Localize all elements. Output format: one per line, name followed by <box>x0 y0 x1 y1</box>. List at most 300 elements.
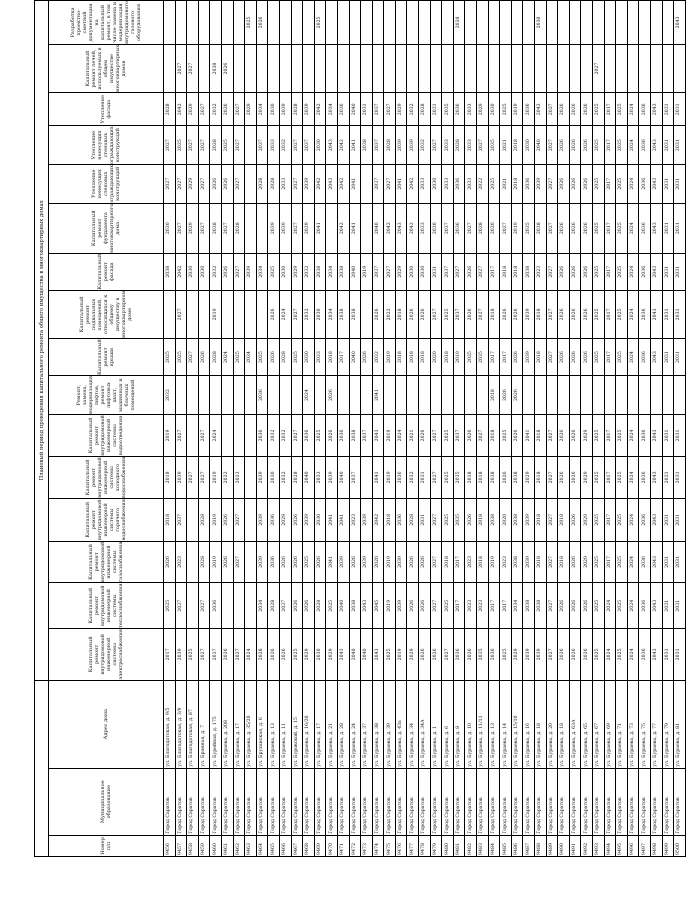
year-cell: 2025 <box>616 290 628 339</box>
year-cell: 2035 <box>477 339 489 376</box>
table-row <box>604 1 616 857</box>
year-cell: 2027 <box>291 203 303 253</box>
municipality-cell: Город Саратов <box>662 768 674 835</box>
year-cell: 2026 <box>581 583 593 629</box>
year-cell: 2019 <box>488 541 500 583</box>
year-cell: 2027 <box>198 583 210 629</box>
year-cell <box>662 44 674 92</box>
year-cell: 2025 <box>442 415 454 457</box>
year-cell: 2041 <box>337 499 349 541</box>
year-cell: 2031 <box>361 93 373 126</box>
year-cell: 2025 <box>592 126 604 165</box>
municipality-cell: Город Саратов <box>639 768 651 835</box>
address-cell: ул. Бронная, д. 7 <box>198 680 210 768</box>
year-cell: 2043 <box>650 629 662 681</box>
table-row <box>523 1 535 857</box>
year-cell <box>164 290 176 339</box>
municipality-cell: Город Саратов <box>616 768 628 835</box>
year-cell <box>500 44 512 92</box>
year-cell: 2026 <box>569 629 581 681</box>
year-cell <box>349 1 361 45</box>
year-cell: 2019 <box>164 415 176 457</box>
year-cell <box>221 1 233 45</box>
year-cell: 2026 <box>569 253 581 290</box>
year-cell <box>650 1 662 45</box>
year-cell: 2038 <box>511 499 523 541</box>
year-cell: 2029 <box>511 629 523 681</box>
year-cell <box>419 44 431 92</box>
row-number-cell: 9481 <box>453 835 465 856</box>
year-cell: 2028 <box>453 1 465 45</box>
year-cell: 2030 <box>430 164 442 203</box>
year-cell: 2024 <box>210 415 222 457</box>
year-cell <box>604 375 616 414</box>
year-cell: 2026 <box>291 583 303 629</box>
year-cell: 2026 <box>279 629 291 681</box>
year-cell: 2032 <box>164 375 176 414</box>
year-cell: 2025 <box>592 253 604 290</box>
year-cell: 2018 <box>419 339 431 376</box>
municipality-cell: Город Саратов <box>198 768 210 835</box>
year-cell: 2033 <box>442 126 454 165</box>
year-cell <box>361 1 373 45</box>
table-row <box>372 1 384 857</box>
year-cell: 2027 <box>221 203 233 253</box>
address-cell: ул. Бураева, д. 65 <box>581 680 593 768</box>
year-cell: 2031 <box>430 253 442 290</box>
table-row <box>650 1 662 857</box>
year-cell: 2018 <box>477 541 489 583</box>
year-cell <box>268 44 280 92</box>
year-cell: 2043 <box>650 126 662 165</box>
year-cell: 2039 <box>523 629 535 681</box>
year-cell: 2023 <box>465 583 477 629</box>
year-cell: 2037 <box>256 126 268 165</box>
year-cell: 2017 <box>604 93 616 126</box>
year-cell: 2036 <box>256 375 268 414</box>
year-cell: 2036 <box>639 629 651 681</box>
year-cell: 2026 <box>569 339 581 376</box>
year-cell: 2026 <box>569 583 581 629</box>
year-cell: 2028 <box>419 93 431 126</box>
year-cell: 2039 <box>256 499 268 541</box>
year-cell: 2026 <box>569 499 581 541</box>
year-cell: 2031 <box>674 93 686 126</box>
year-cell: 2028 <box>256 164 268 203</box>
year-cell: 2036 <box>453 164 465 203</box>
year-cell: 2025 <box>592 583 604 629</box>
address-cell: ул. Бураева, д. 11/11 <box>477 680 489 768</box>
year-cell: 2035 <box>453 499 465 541</box>
year-cell: 2035 <box>488 126 500 165</box>
address-cell: ул. Бураева, д. 20 <box>546 680 558 768</box>
table-row <box>477 1 489 857</box>
municipality-cell: Город Саратов <box>245 768 257 835</box>
year-cell: 2027 <box>477 126 489 165</box>
year-cell <box>198 44 210 92</box>
year-cell: 2027 <box>233 541 245 583</box>
address-cell: ул. Бураева, д. 81 <box>674 680 686 768</box>
year-cell: 2040 <box>337 456 349 498</box>
table-row <box>233 1 245 857</box>
year-cell: 2021 <box>500 164 512 203</box>
year-cell: 2034 <box>326 253 338 290</box>
year-cell: 2039 <box>303 499 315 541</box>
address-cell: ул. Бураева, д. 24 <box>349 680 361 768</box>
year-cell: 2025 <box>314 1 326 45</box>
year-cell: 2024 <box>303 375 315 414</box>
year-cell: 2027 <box>291 126 303 165</box>
year-cell: 2029 <box>291 253 303 290</box>
year-cell: 2026 <box>581 290 593 339</box>
year-cell: 2024 <box>279 290 291 339</box>
address-cell: ул. Бураева, д. 77 <box>650 680 662 768</box>
year-cell: 2043 <box>650 541 662 583</box>
year-cell: 2038 <box>488 499 500 541</box>
year-cell: 2024 <box>627 456 639 498</box>
year-cell: 2039 <box>326 456 338 498</box>
year-cell: 2039 <box>268 203 280 253</box>
year-cell: 2033 <box>465 126 477 165</box>
row-number-cell: 9458 <box>187 835 199 856</box>
year-cell: 2019 <box>384 339 396 376</box>
year-cell: 2025 <box>442 456 454 498</box>
municipality-cell: Город Саратов <box>627 768 639 835</box>
year-cell: 2026 <box>407 290 419 339</box>
year-cell: 2027 <box>198 456 210 498</box>
table-body <box>164 1 686 857</box>
year-cell: 2039 <box>303 93 315 126</box>
year-cell: 2025 <box>314 415 326 457</box>
year-cell: 2029 <box>581 456 593 498</box>
municipality-cell: Город Саратов <box>187 768 199 835</box>
year-cell: 2030 <box>164 203 176 253</box>
row-number-cell: 9470 <box>326 835 338 856</box>
year-cell: 2026 <box>221 164 233 203</box>
year-cell: 2032 <box>279 126 291 165</box>
year-cell: 2040 <box>535 126 547 165</box>
year-cell: 2027 <box>430 583 442 629</box>
year-cell <box>326 44 338 92</box>
year-cell: 2026 <box>279 541 291 583</box>
year-cell: 2035 <box>477 629 489 681</box>
year-cell: 2041 <box>314 203 326 253</box>
year-cell: 2026 <box>198 339 210 376</box>
year-cell <box>233 375 245 414</box>
year-cell: 2028 <box>233 203 245 253</box>
year-cell: 2025 <box>592 456 604 498</box>
year-cell <box>268 1 280 45</box>
year-cell <box>245 499 257 541</box>
year-cell: 2027 <box>164 126 176 165</box>
year-cell: 2034 <box>256 93 268 126</box>
year-cell: 2026 <box>372 290 384 339</box>
year-cell: 2038 <box>337 253 349 290</box>
year-cell: 2038 <box>523 583 535 629</box>
municipality-cell: Город Саратов <box>326 768 338 835</box>
year-cell: 2032 <box>419 126 431 165</box>
year-cell: 2018 <box>535 415 547 457</box>
year-cell: 2035 <box>453 456 465 498</box>
year-cell <box>465 375 477 414</box>
year-cell: 2018 <box>535 499 547 541</box>
row-number-cell: 9492 <box>581 835 593 856</box>
year-cell: 2041 <box>395 164 407 203</box>
column-header: Утепление фасада <box>49 93 164 126</box>
address-cell: ул. Бураева, д. 14 <box>500 680 512 768</box>
year-cell: 2019 <box>384 456 396 498</box>
year-cell <box>210 375 222 414</box>
year-cell: 2027 <box>384 164 396 203</box>
year-cell: 2042 <box>384 203 396 253</box>
column-header: Адрес дома <box>49 680 164 768</box>
year-cell: 2036 <box>523 164 535 203</box>
table-row <box>511 1 523 857</box>
year-cell: 2026 <box>581 203 593 253</box>
year-cell: 2033 <box>314 339 326 376</box>
year-cell: 2022 <box>221 456 233 498</box>
year-cell: 2038 <box>349 290 361 339</box>
year-cell: 2025 <box>500 93 512 126</box>
row-number-cell: 9476 <box>395 835 407 856</box>
year-cell <box>187 583 199 629</box>
year-cell: 2038 <box>349 583 361 629</box>
year-cell <box>326 1 338 45</box>
address-cell: ул. Бураева, д. 11 <box>279 680 291 768</box>
year-cell: 2030 <box>407 253 419 290</box>
year-cell: 2031 <box>674 253 686 290</box>
year-cell: 2043 <box>326 164 338 203</box>
year-cell: 2027 <box>430 456 442 498</box>
year-cell: 2024 <box>627 499 639 541</box>
year-cell: 2039 <box>535 164 547 203</box>
year-cell: 2027 <box>430 415 442 457</box>
year-cell: 2020 <box>488 203 500 253</box>
year-cell: 2031 <box>674 126 686 165</box>
year-cell <box>361 375 373 414</box>
year-cell <box>511 1 523 45</box>
year-cell: 2028 <box>384 126 396 165</box>
address-cell: ул. Бураева, д. 18 <box>558 680 570 768</box>
year-cell: 2029 <box>326 629 338 681</box>
year-cell: 2027 <box>175 203 187 253</box>
year-cell: 2043 <box>372 629 384 681</box>
year-cell: 2027 <box>198 126 210 165</box>
year-cell: 2017 <box>488 583 500 629</box>
year-cell: 2036 <box>639 541 651 583</box>
year-cell: 2031 <box>674 415 686 457</box>
municipality-cell: Город Саратов <box>453 768 465 835</box>
year-cell: 2027 <box>546 93 558 126</box>
table-row <box>627 1 639 857</box>
year-cell: 2026 <box>511 339 523 376</box>
year-cell <box>198 290 210 339</box>
year-cell: 2043 <box>650 339 662 376</box>
year-cell: 2036 <box>639 93 651 126</box>
year-cell <box>546 375 558 414</box>
year-cell <box>268 375 280 414</box>
year-cell: 2026 <box>500 456 512 498</box>
year-cell: 2025 <box>175 126 187 165</box>
year-cell: 2027 <box>187 456 199 498</box>
year-cell: 2026 <box>558 126 570 165</box>
address-cell: ул. Бураева, д. 63А <box>569 680 581 768</box>
year-cell <box>477 1 489 45</box>
year-cell <box>337 44 349 92</box>
year-cell: 2020 <box>430 339 442 376</box>
year-cell: 2026 <box>419 583 431 629</box>
year-cell <box>581 1 593 45</box>
year-cell: 2018 <box>488 290 500 339</box>
year-cell <box>581 375 593 414</box>
year-cell: 2039 <box>245 253 257 290</box>
year-cell: 2034 <box>256 583 268 629</box>
year-cell <box>477 375 489 414</box>
year-cell: 2024 <box>627 541 639 583</box>
year-cell <box>407 44 419 92</box>
table-row <box>558 1 570 857</box>
year-cell: 2026 <box>558 164 570 203</box>
year-cell: 2028 <box>477 203 489 253</box>
row-number-cell: 9459 <box>198 835 210 856</box>
year-cell: 2019 <box>453 339 465 376</box>
year-cell: 2043 <box>650 93 662 126</box>
address-cell: ул. Бураева, д. 1 <box>430 680 442 768</box>
year-cell: 2026 <box>581 93 593 126</box>
year-cell: 2032 <box>303 253 315 290</box>
year-cell <box>245 456 257 498</box>
year-cell: 2025 <box>616 339 628 376</box>
year-cell: 2025 <box>442 499 454 541</box>
year-cell: 2043 <box>650 583 662 629</box>
year-cell: 2018 <box>535 456 547 498</box>
municipality-cell: Город Саратов <box>175 768 187 835</box>
year-cell: 2026 <box>569 415 581 457</box>
year-cell <box>303 1 315 45</box>
year-cell: 2039 <box>279 203 291 253</box>
year-cell: 2039 <box>523 290 535 339</box>
year-cell: 2032 <box>407 93 419 126</box>
year-cell: 2026 <box>268 629 280 681</box>
year-cell: 2025 <box>592 541 604 583</box>
year-cell <box>187 541 199 583</box>
address-cell: ул. Бураева, д. 17 <box>233 680 245 768</box>
year-cell: 2026 <box>210 164 222 203</box>
year-cell: 2041 <box>349 164 361 203</box>
municipality-cell: Город Саратов <box>395 768 407 835</box>
year-cell: 2027 <box>233 93 245 126</box>
year-cell: 2018 <box>511 253 523 290</box>
year-cell: 2018 <box>384 499 396 541</box>
year-cell: 2025 <box>592 93 604 126</box>
year-cell: 2035 <box>523 203 535 253</box>
year-cell: 2018 <box>558 541 570 583</box>
year-cell: 2031 <box>662 164 674 203</box>
column-header: Капитальный ремонт печей, используемых в общем имуществе многоквартирных домов <box>49 44 164 92</box>
year-cell: 2024 <box>627 415 639 457</box>
year-cell: 2025 <box>500 415 512 457</box>
year-cell: 2025 <box>616 126 628 165</box>
year-cell <box>256 290 268 339</box>
column-header: Капитальный ремонт крыши <box>49 339 164 376</box>
year-cell: 2031 <box>674 583 686 629</box>
year-cell: 2029 <box>477 93 489 126</box>
year-cell: 2039 <box>395 126 407 165</box>
year-cell: 2019 <box>511 93 523 126</box>
row-number-cell: 9465 <box>268 835 280 856</box>
row-number-cell: 9461 <box>221 835 233 856</box>
year-cell: 2031 <box>662 456 674 498</box>
year-cell: 2038 <box>210 203 222 253</box>
row-number-cell: 9469 <box>314 835 326 856</box>
year-cell: 2018 <box>500 253 512 290</box>
table-row <box>592 1 604 857</box>
row-number-cell: 9482 <box>465 835 477 856</box>
table-row <box>349 1 361 857</box>
year-cell: 2026 <box>407 541 419 583</box>
year-cell <box>674 44 686 92</box>
municipality-cell: Город Саратов <box>604 768 616 835</box>
row-number-cell: 9479 <box>430 835 442 856</box>
year-cell: 2038 <box>535 203 547 253</box>
year-cell: 2018 <box>164 456 176 498</box>
year-cell: 2031 <box>674 164 686 203</box>
year-cell: 2027 <box>546 203 558 253</box>
table-row <box>419 1 431 857</box>
year-cell: 2027 <box>592 44 604 92</box>
municipality-cell: Город Саратов <box>511 768 523 835</box>
year-cell: 2031 <box>674 290 686 339</box>
year-cell: 2037 <box>279 583 291 629</box>
year-cell: 2036 <box>488 629 500 681</box>
year-cell: 2026 <box>419 415 431 457</box>
row-number-cell: 9486 <box>511 835 523 856</box>
year-cell: 2018 <box>558 499 570 541</box>
year-cell: 2039 <box>303 203 315 253</box>
year-cell: 2029 <box>245 93 257 126</box>
year-cell: 2036 <box>639 583 651 629</box>
year-cell: 2019 <box>361 253 373 290</box>
year-cell <box>291 375 303 414</box>
year-cell: 2027 <box>477 253 489 290</box>
year-cell <box>511 44 523 92</box>
year-cell <box>372 44 384 92</box>
year-cell <box>361 456 373 498</box>
year-cell <box>546 1 558 45</box>
year-cell: 2018 <box>477 499 489 541</box>
municipality-cell: Город Саратов <box>500 768 512 835</box>
year-cell: 2017 <box>164 629 176 681</box>
year-cell: 2018 <box>442 339 454 376</box>
column-header: Муниципальное образование <box>49 768 164 835</box>
year-cell: 2023 <box>233 456 245 498</box>
year-cell <box>419 1 431 45</box>
table-row <box>164 1 176 857</box>
year-cell: 2028 <box>279 339 291 376</box>
year-cell: 2038 <box>511 541 523 583</box>
municipality-cell: Город Саратов <box>349 768 361 835</box>
year-cell: 2039 <box>361 499 373 541</box>
year-cell: 2024 <box>627 583 639 629</box>
year-cell: 2039 <box>407 126 419 165</box>
row-number-cell: 9491 <box>569 835 581 856</box>
year-cell: 2039 <box>256 456 268 498</box>
year-cell: 2039 <box>361 541 373 583</box>
year-cell <box>616 1 628 45</box>
year-cell: 2026 <box>569 203 581 253</box>
year-cell: 2026 <box>558 93 570 126</box>
address-cell: ул. Бураева, д. 16/20 <box>303 680 315 768</box>
